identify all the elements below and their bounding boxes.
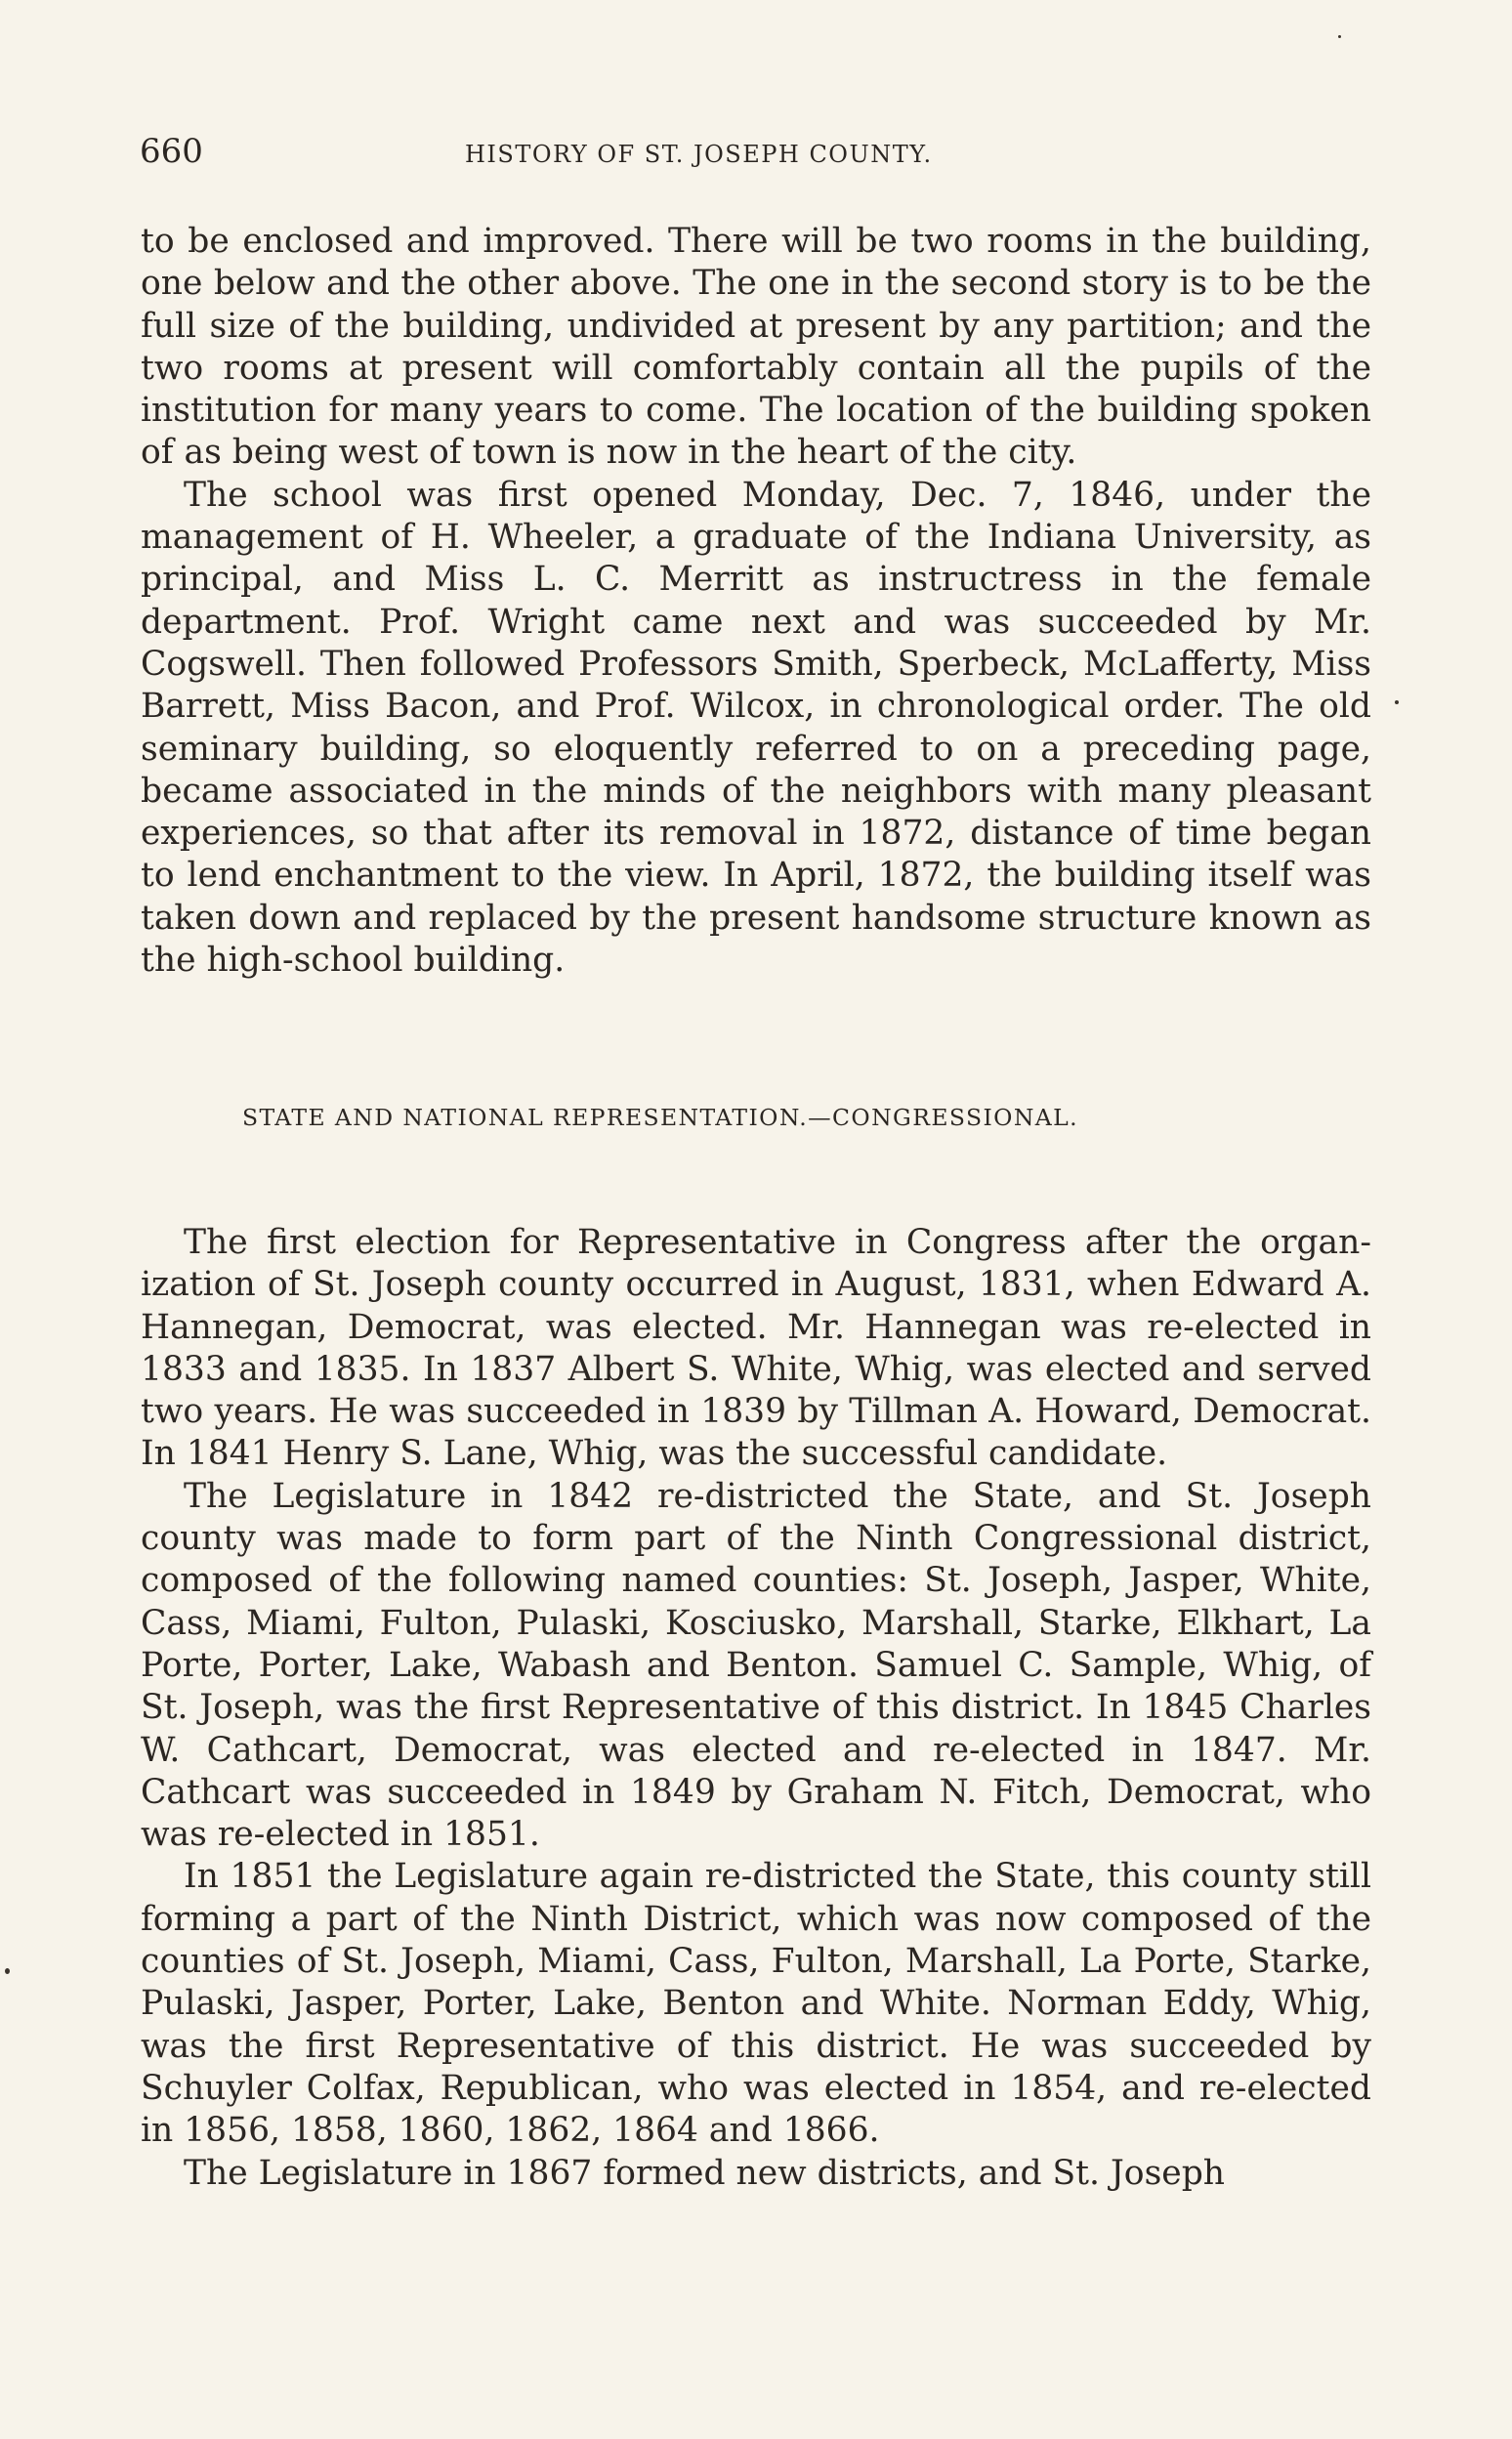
running-head: HISTORY OF ST. JOSEPH COUNTY.: [465, 141, 933, 168]
page-number: 660: [140, 132, 203, 171]
margin-speck: [1338, 35, 1341, 38]
margin-speck: [5, 1968, 10, 1974]
paragraph: The Legislature in 1842 re-districted the State, and St. Joseph county was made to form part of the Ninth Congressional district, composed of the following named counties: St. Joseph, Jasper, White, Cass, Miami, Fulton, Pulaski, Kosciusko, Marshall, Starke, Elkhart, La Porte, Porter, Lake, Wabash and Benton. Samuel C. Sample, Whig, of St. Joseph, was the first Representative of this district. In 1845 Charles W. Cathcart, Democrat, was elected and re-elected in 1847. Mr. Cathcart was succeeded in 1849 by Graham N. Fitch, Democrat, who was re-elected in 1851.: [141, 1476, 1371, 1855]
paragraph: to be enclosed and improved. There will be two rooms in the building, one below and the other above. The one in the second story is to be the full size of the building, undivided at present by any partition; and the two rooms at present will comfortably contain all the pupils of the institution for many years to come. The location of the building spoken of as being west of town is now in the heart of the city.: [141, 222, 1371, 473]
paragraph: The Legislature in 1867 formed new districts, and St. Joseph: [184, 2153, 1225, 2193]
section-heading: STATE AND NATIONAL REPRESENTATION.—CONGRESSIONAL.: [242, 1104, 1079, 1131]
top-text-block: [141, 221, 1371, 982]
congressional-text-block: [141, 1222, 1371, 2195]
margin-speck: [1395, 700, 1399, 704]
paragraph: In 1851 the Legislature again re-districted the State, this county still forming a part of the Ninth District, which was now composed of the counties of St. Joseph, Miami, Cass, Fulton, Marshall, La Porte, Starke, Pulaski, Jasper, Porter, Lake, Benton and White. Norman Eddy, Whig, was the first Representative of this district. He was succeeded by Schuyler Colfax, Republican, who was elected in 1854, and re-elected in 1856, 1858, 1860, 1862, 1864 and 1866.: [141, 1857, 1371, 2151]
paragraph: The first election for Representative in Congress after the organization of St. Joseph county occurred in August, 1831, when Edward A. Hannegan, Democrat, was elected. Mr. Hannegan was re-elected in 1833 and 1835. In 1837 Albert S. White, Whig, was elected and served two years. He was succeeded in 1839 by Tillman A. Howard, Democrat. In 1841 Henry S. Lane, Whig, was the successful candidate.: [141, 1223, 1371, 1474]
paragraph: The school was first opened Monday, Dec. 7, 1846, under the management of H. Wheeler, a graduate of the Indiana University, as principal, and Miss L. C. Merritt as instructress in the female department. Prof. Wright came next and was succeeded by Mr. Cogswell. Then followed Professors Smith, Sperbeck, McLafferty, Miss Barrett, Miss Bacon, and Prof. Wilcox, in chronological order. The old seminary building, so eloquently referred to on a preceding page, became associated in the minds of the neighbors with many pleasant experiences, so that after its removal in 1872, distance of time began to lend enchantment to the view. In April, 1872, the building itself was taken down and replaced by the present handsome structure known as the high-school building.: [141, 475, 1371, 981]
